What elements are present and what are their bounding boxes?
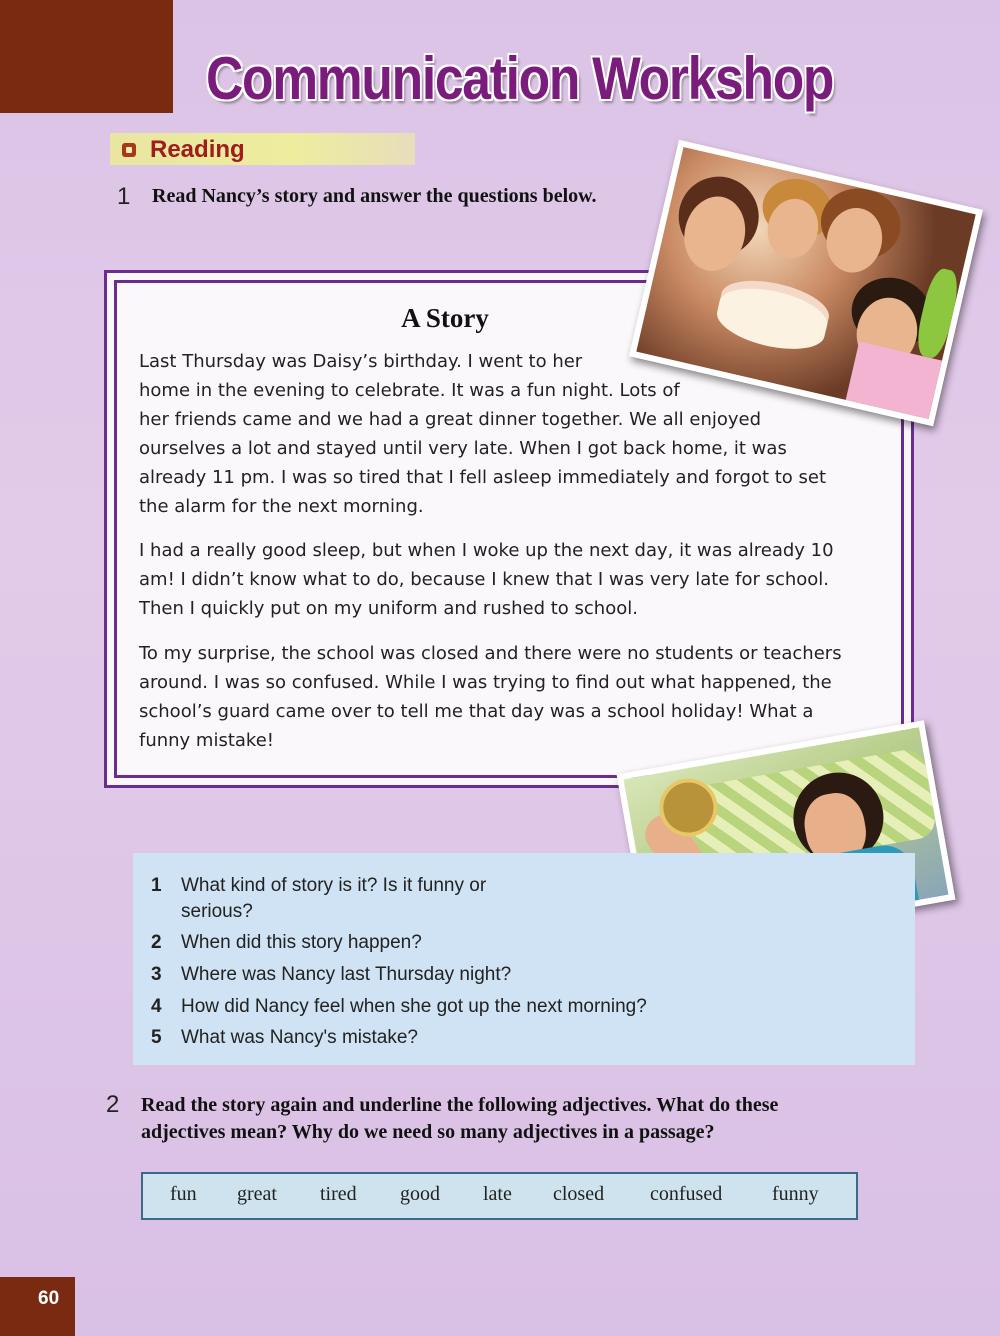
- question-number: 4: [151, 996, 162, 1017]
- question-text: serious?: [181, 901, 253, 922]
- story-line: school’s guard came over to tell me that day was a school holiday! What a: [139, 701, 814, 722]
- page-title: Communication Workshop: [206, 45, 834, 112]
- story-line: home in the evening to celebrate. It was a fun night. Lots of: [139, 380, 680, 401]
- question-text: How did Nancy feel when she got up the next morning?: [181, 996, 647, 1017]
- task-instruction: adjectives mean? Why do we need so many adjectives in a passage?: [141, 1121, 715, 1143]
- question-number: 2: [151, 932, 162, 953]
- question-number: 5: [151, 1027, 162, 1048]
- question-text: When did this story happen?: [181, 932, 422, 953]
- adjective-word: funny: [772, 1183, 819, 1205]
- story-line: To my surprise, the school was closed and there were no students or teachers: [139, 643, 842, 664]
- story-line: already 11 pm. I was so tired that I fell asleep immediately and forgot to set: [139, 467, 827, 488]
- adjective-word: closed: [553, 1183, 605, 1205]
- story-title: A Story: [401, 303, 489, 333]
- question-text: Where was Nancy last Thursday night?: [181, 964, 512, 985]
- story-line: her friends came and we had a great dinner together. We all enjoyed: [139, 409, 762, 430]
- question-text: What was Nancy's mistake?: [181, 1027, 418, 1048]
- question-number: 3: [151, 964, 162, 985]
- section-label: Reading: [150, 136, 245, 163]
- story-line: the alarm for the next morning.: [139, 496, 424, 517]
- task-number: 2: [106, 1091, 120, 1118]
- story-line: Last Thursday was Daisy’s birthday. I went to her: [139, 351, 583, 372]
- task-instruction: Read the story again and underline the following adjectives. What do these: [141, 1094, 779, 1116]
- story-line: funny mistake!: [139, 730, 275, 751]
- corner-block: [0, 0, 173, 113]
- adjective-word: late: [483, 1183, 512, 1205]
- adjective-word: tired: [320, 1183, 357, 1205]
- adjective-word: confused: [650, 1183, 723, 1205]
- story-line: I had a really good sleep, but when I woke up the next day, it was already 10: [139, 540, 834, 561]
- adjective-word: fun: [170, 1183, 197, 1205]
- story-line: around. I was so confused. While I was trying to find out what happened, the: [139, 672, 832, 693]
- story-line: am! I didn’t know what to do, because I knew that I was very late for school.: [139, 569, 830, 590]
- question-number: 1: [151, 875, 162, 896]
- task-number: 1: [117, 183, 131, 210]
- question-text: What kind of story is it? Is it funny or: [181, 875, 487, 896]
- page-number: 60: [38, 1288, 60, 1309]
- story-line: ourselves a lot and stayed until very late. When I got back home, it was: [139, 438, 787, 459]
- task-instruction: Read Nancy’s story and answer the questions below.: [152, 185, 597, 207]
- adjective-word: great: [237, 1183, 277, 1205]
- play-icon: [122, 143, 136, 157]
- story-line: Then I quickly put on my uniform and rushed to school.: [139, 598, 638, 619]
- adjective-word: good: [400, 1183, 440, 1205]
